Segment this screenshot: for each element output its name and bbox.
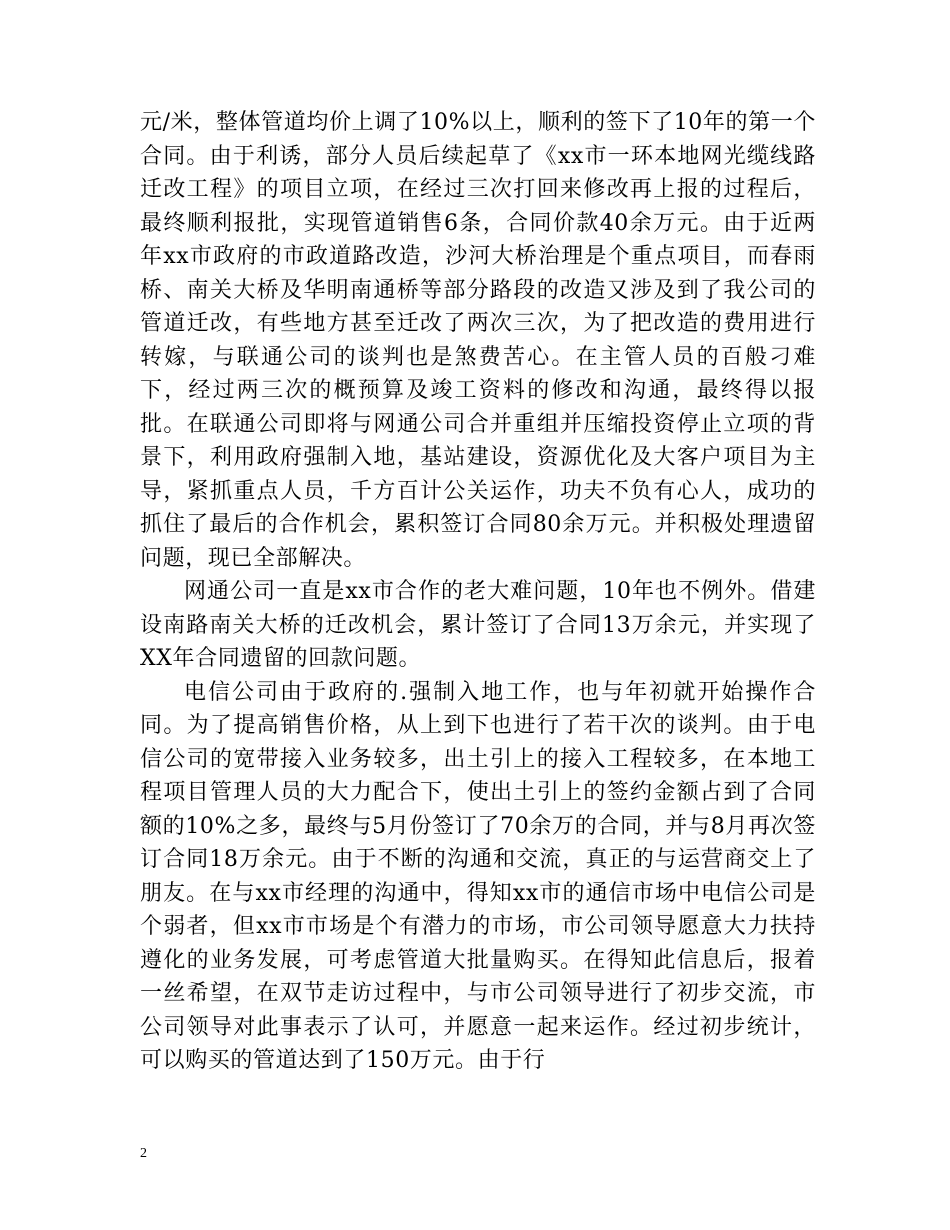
paragraph-2: 网通公司一直是xx市合作的老大难问题，10年也不例外。借建设南路南关大桥的迁改机会，累计签订了合同13万余元，并实现了XX年合同遗留的回款问题。: [140, 579, 816, 671]
paragraph-1: 元/米，整体管道均价上调了10%以上，顺利的签下了10年的第一个合同。由于利诱，部分人员后续起草了《xx市一环本地网光缆线路迁改工程》的项目立项，在经过三次打回来修改再上报的过程后，最终顺利报批，实现管道销售6条，合同价款40余万元。由于近两年xx市政府的市政道路改造，沙河大桥治理是个重点项目，而春雨桥、南关大桥及华明南通桥等部分路段的改造又涉及到了我公司的管道迁改，有些地方甚至迁改了两次三次，为了把改造的费用进行转嫁，与联通公司的谈判也是煞费苦心。在主管人员的百般刁难下，经过两三次的概预算及竣工资料的修改和沟通，最终得以报批。在联通公司即将与网通公司合并重组并压缩投资停止立项的背景下，利用政府强制入地，基站建设，资源优化及大客户项目为主导，紧抓重点人员，千方百计公关运作，功夫不负有心人，成功的抓住了最后的合作机会，累积签订合同80余万元。并积极处理遗留问题，现已全部解决。: [140, 110, 816, 571]
page-number: 2: [140, 1146, 147, 1161]
document-body: [140, 106, 816, 1078]
paragraph-3: 电信公司由于政府的.强制入地工作，也与年初就开始操作合同。为了提高销售价格，从上到下也进行了若干次的谈判。由于电信公司的宽带接入业务较多，出土引上的接入工程较多，在本地工程项目管理人员的大力配合下，使出土引上的签约金额占到了合同额的10%之多，最终与5月份签订了70余万的合同，并与8月再次签订合同18万余元。由于不断的沟通和交流，真正的与运营商交上了朋友。在与xx市经理的沟通中，得知xx市的通信市场中电信公司是个弱者，但xx市市场是个有潜力的市场，市公司领导愿意大力扶持遵化的业务发展，可考虑管道大批量购买。在得知此信息后，报着一丝希望，在双节走访过程中，与市公司领导进行了初步交流，市公司领导对此事表示了认可，并愿意一起来运作。经过初步统计，可以购买的管道达到了150万元。由于行: [140, 679, 816, 1073]
